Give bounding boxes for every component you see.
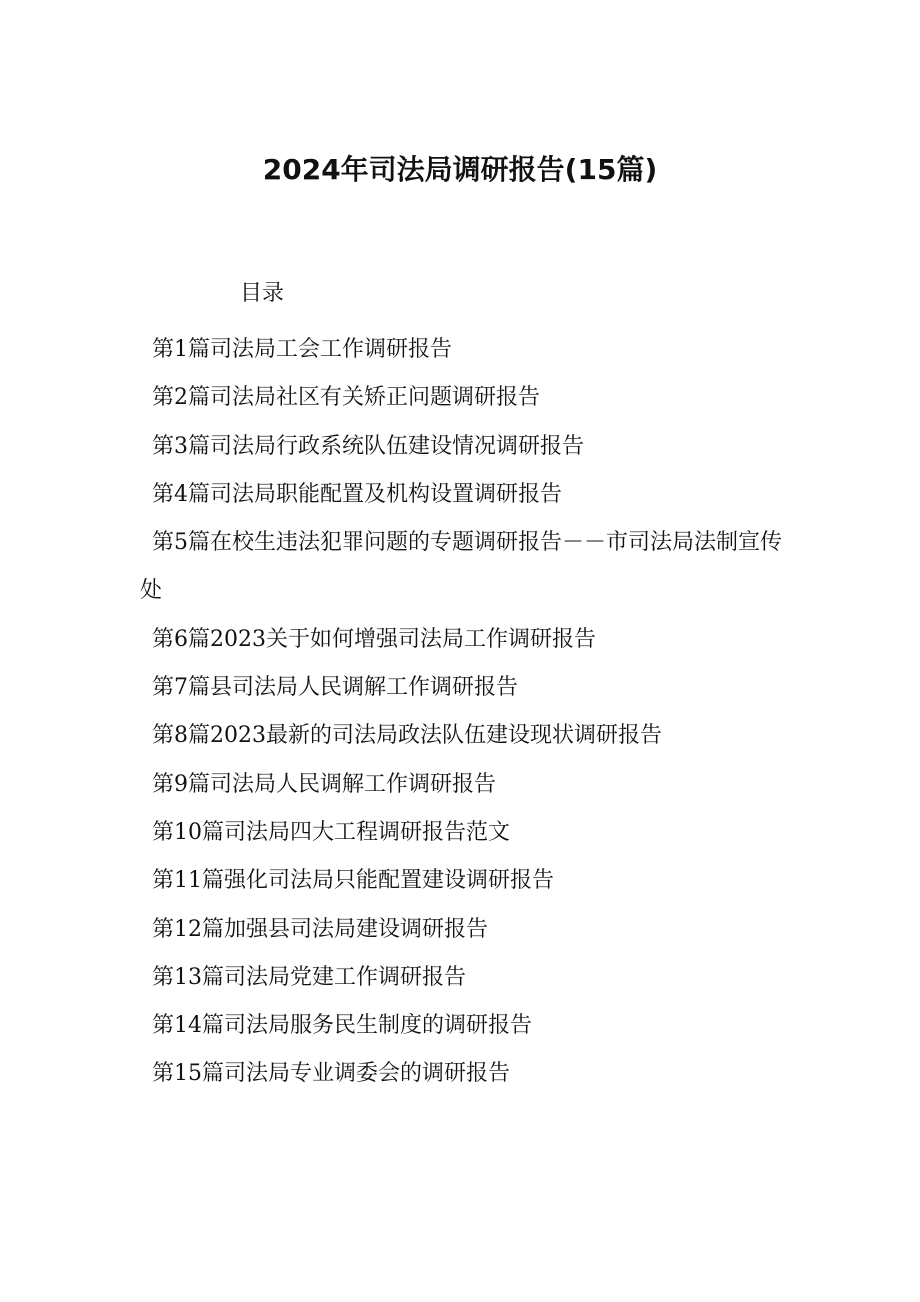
toc-list [140, 326, 800, 1099]
toc-item-14: 第14篇司法局服务民生制度的调研报告 [152, 1013, 532, 1039]
toc-item-2: 第2篇司法局社区有关矫正问题调研报告 [152, 385, 540, 411]
toc-item-10: 第10篇司法局四大工程调研报告范文 [152, 819, 510, 845]
toc-heading: 目录 [240, 281, 285, 306]
toc-item-11: 第11篇强化司法局只能配置建设调研报告 [152, 868, 554, 894]
toc-item-6: 第6篇2023关于如何增强司法局工作调研报告 [152, 626, 596, 652]
document-title: 2024年司法局调研报告(15篇) [262, 153, 658, 186]
toc-item-4: 第4篇司法局职能配置及机构设置调研报告 [152, 481, 562, 507]
toc-item-5: 第5篇在校生违法犯罪问题的专题调研报告－－市司法局法制宣传处 [140, 530, 782, 604]
toc-item-7: 第7篇县司法局人民调解工作调研报告 [152, 675, 518, 701]
toc-item-8: 第8篇2023最新的司法局政法队伍建设现状调研报告 [152, 723, 662, 749]
toc-item-13: 第13篇司法局党建工作调研报告 [152, 964, 466, 990]
toc-item-1: 第1篇司法局工会工作调研报告 [152, 337, 452, 362]
toc-item-12: 第12篇加强县司法局建设调研报告 [152, 916, 488, 942]
toc-item-3: 第3篇司法局行政系统队伍建设情况调研报告 [152, 433, 584, 459]
toc-item-15: 第15篇司法局专业调委会的调研报告 [152, 1061, 510, 1087]
toc-item-9: 第9篇司法局人民调解工作调研报告 [152, 771, 496, 797]
